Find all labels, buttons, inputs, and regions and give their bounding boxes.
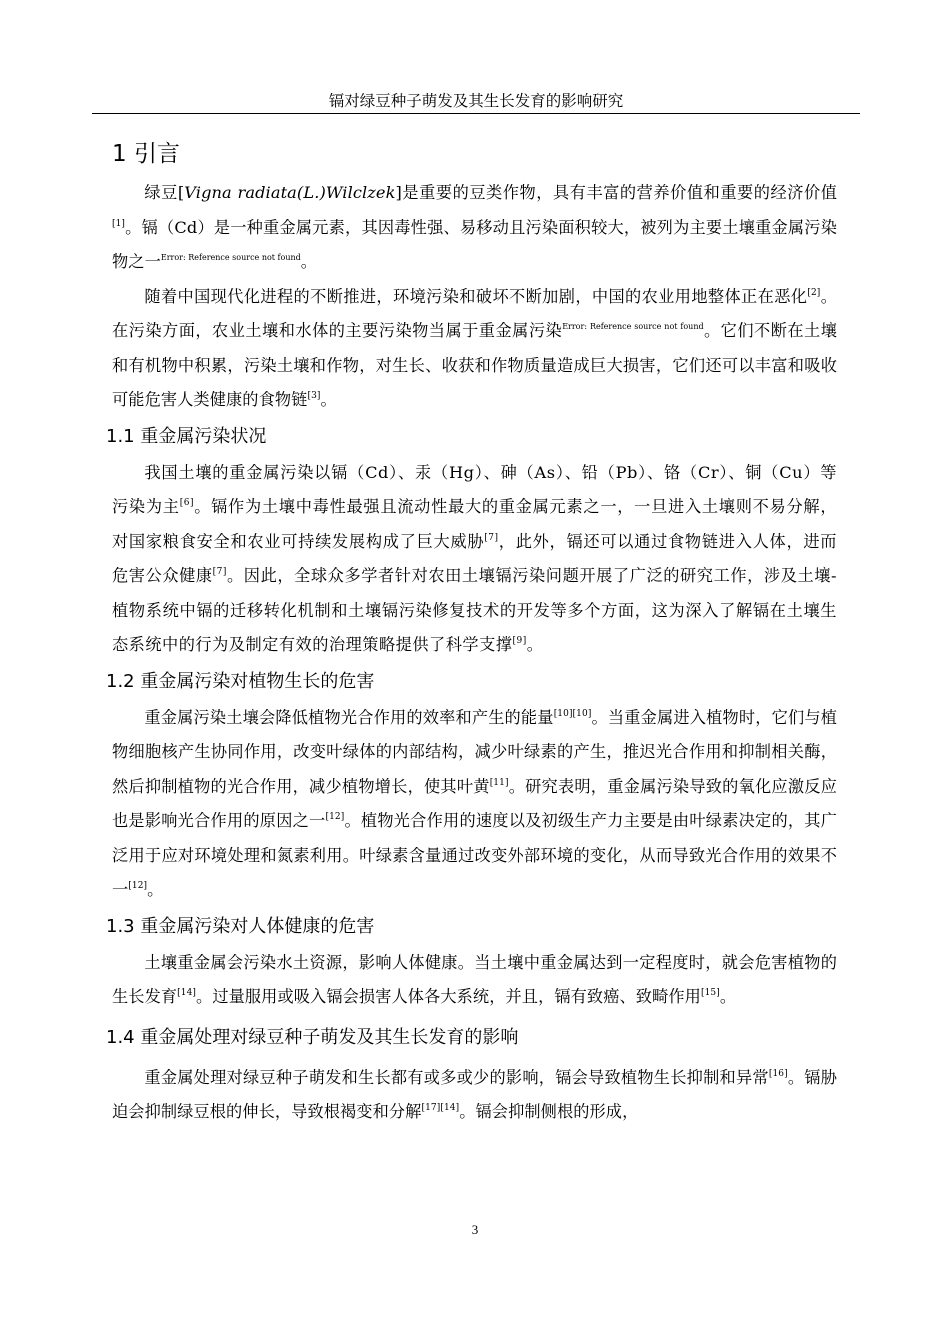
citation: [12] — [128, 881, 148, 891]
citation: [17][14] — [421, 1103, 460, 1113]
running-header: 镉对绿豆种子萌发及其生长发育的影响研究 — [328, 92, 624, 110]
citation: [6] — [179, 498, 194, 508]
citation: [2] — [807, 287, 821, 298]
text-run: 。镉胁迫会抑制绿豆根的伸长，导致根褐变和分解 — [112, 1067, 838, 1121]
text-run: 重金属污染土壤会降低植物光合作用的效率和产生的能量 — [144, 707, 554, 727]
text-run: 。 — [719, 987, 737, 1006]
text-run: ]是重要的豆类作物，具有丰富的营养价值和重要的经济价值 — [395, 183, 838, 202]
text-run: 随着中国现代化进程的不断推进，环境污染和破坏不断加剧，中国的农业用地整体正在恶化 — [144, 286, 808, 306]
text-run: 。 — [320, 390, 337, 409]
text-run: 。 — [300, 252, 318, 271]
section-heading-1-3: 1.3 重金属污染对人体健康的危害 — [106, 915, 375, 937]
paragraph-pollution-background — [112, 280, 837, 418]
text-run: 绿豆[ — [144, 183, 185, 202]
text-run: 。镉（Cd）是一种重金属元素，其因毒性强、易移动且污染面积较大，被列为主要土壤重金属污染物之一 — [112, 217, 837, 271]
header-rule — [92, 113, 860, 114]
paragraph-plant-harm — [112, 701, 837, 908]
paragraph-human-health — [112, 946, 837, 1015]
body-text — [106, 134, 838, 1130]
text-run: 。镉作为土壤中毒性最强且流动性最大的重金属元素之一，一旦进入土壤则不易分解，对国家粮食安全和农业可持续发展构成了巨大威胁 — [112, 497, 838, 551]
paragraph-mung-bean-intro — [112, 176, 837, 280]
citation: [10][10] — [553, 708, 592, 719]
text-run: 。镉会抑制侧根的形成， — [459, 1102, 639, 1121]
text-run: 。因此，全球众多学者针对农田土壤镉污染问题开展了广泛的研究工作，涉及土壤-植物系统中镉的迁移转化机制和土壤镉污染修复技术的开发等多个方面，这为深入了解镉在土壤生态系统中的行为及制定有效的治理策略提供了科学支撑 — [112, 566, 837, 654]
citation: [15] — [700, 988, 720, 998]
citation: [9] — [512, 636, 527, 646]
section-heading-introduction: 1 引言 — [112, 141, 180, 167]
page-number: 3 — [471, 1222, 479, 1237]
text-run: ，此外，镉还可以通过食物链进入人体，进而危害公众健康 — [112, 531, 837, 585]
reference-error: Error: Reference source not found — [160, 253, 301, 262]
section-heading-1-4: 1.4 重金属处理对绿豆种子萌发及其生长发育的影响 — [106, 1026, 519, 1048]
text-run: 。过量服用或吸入镉会损害人体各大系统，并且，镉有致癌、致畸作用 — [196, 987, 701, 1006]
text-run: 。它们不断在土壤和有机物中积累，污染土壤和作物，对生长、收获和作物质量造成巨大损害，它们还可以丰富和吸收可能危害人类健康的食物链 — [112, 321, 837, 409]
section-heading-1-2: 1.2 重金属污染对植物生长的危害 — [106, 670, 375, 692]
citation: [7] — [212, 567, 227, 577]
citation: [14] — [177, 988, 197, 998]
citation: [3] — [307, 391, 321, 401]
reference-error: Error: Reference source not found — [562, 322, 704, 331]
text-run: 。 — [147, 880, 164, 899]
text-run: 。当重金属进入植物时，它们与植物细胞核产生协同作用，改变叶绿体的内部结构，减少叶绿素的产生，推迟光合作用和抑制相关酶，然后抑制植物的光合作用，减少植物增长，使其叶黄 — [112, 707, 838, 796]
section-heading-1-1: 1.1 重金属污染状况 — [106, 425, 267, 447]
citation: [1] — [112, 218, 126, 229]
text-run: 土壤重金属会污染水土资源，影响人体健康。当土壤中重金属达到一定程度时，就会危害植物的生长发育 — [112, 952, 837, 1006]
text-run: 我国土壤的重金属污染以镉（Cd）、汞（Hg）、砷（As）、铅（Pb）、铬（Cr）、铜（Cu）等污染为主 — [112, 462, 837, 516]
text-run: 。研究表明，重金属污染导致的氧化应激反应也是影响光合作用的原因之一 — [112, 776, 837, 830]
paragraph-pollution-status — [112, 456, 837, 663]
latin-species-name: Vigna radiata(L.)Wilclzek — [184, 183, 396, 202]
citation: [11] — [489, 777, 509, 788]
text-run: 重金属处理对绿豆种子萌发和生长都有或多或少的影响，镉会导致植物生长抑制和异常 — [144, 1067, 769, 1087]
paragraph-germination-effects — [112, 1061, 837, 1130]
citation: [16] — [768, 1068, 788, 1079]
citation: [7] — [484, 532, 499, 543]
citation: [12] — [325, 812, 345, 822]
text-run: 。在污染方面，农业土壤和水体的主要污染物当属于重金属污染 — [112, 286, 837, 340]
text-run: 。 — [526, 635, 544, 654]
text-run: 。植物光合作用的速度以及初级生产力主要是由叶绿素决定的，其广泛用于应对环境处理和氮素利用。叶绿素含量通过改变外部环境的变化，从而导致光合作用的效果不一 — [112, 811, 837, 899]
